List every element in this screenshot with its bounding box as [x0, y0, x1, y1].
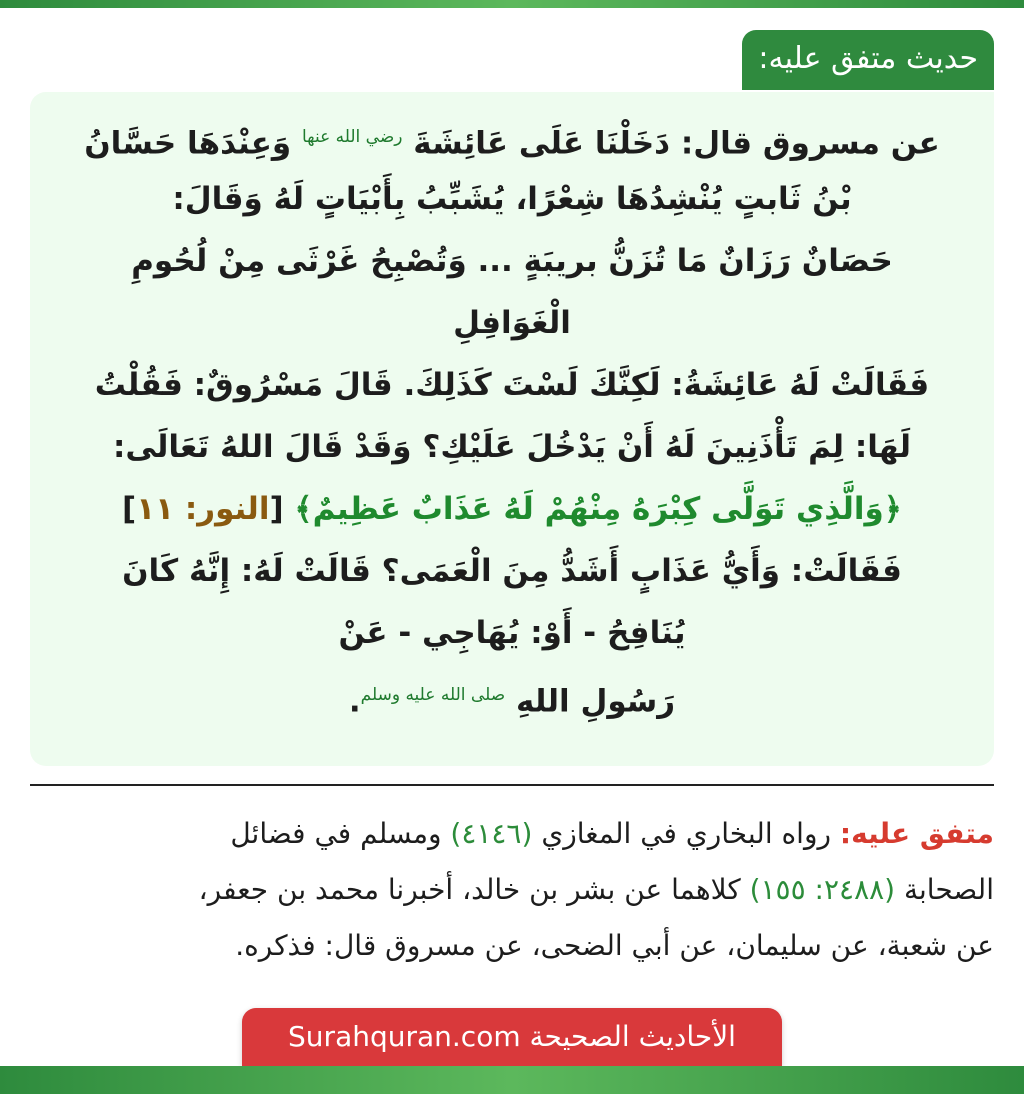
- source-citation: [30, 806, 994, 974]
- bottom-accent-bar: [0, 1066, 1024, 1094]
- hadith-line-8: فَقَالَتْ: وَأَيُّ عَذَابٍ أَشَدُّ مِنَ الْعَمَى؟ قَالَتْ لَهُ: إِنَّهُ كَانَ: [122, 553, 902, 589]
- salallahu-alayhi-wasallam-honorific: صلى الله عليه وسلم: [360, 685, 506, 705]
- surah-reference: [النور: ١١]: [122, 491, 284, 527]
- source-part-1: رواه البخاري في المغازي: [541, 817, 832, 850]
- source-part-2: ومسلم في فضائل: [230, 817, 442, 850]
- source-part-4: كلاهما عن بشر بن خالد، أخبرنا محمد بن جعفر،: [198, 873, 741, 906]
- hadith-line-3: حَصَانٌ رَزَانٌ مَا تُزَنُّ بريبَةٍ ... وَتُصْبِحُ غَرْثَى مِنْ لُحُومِ: [131, 243, 893, 279]
- source-label: متفق عليه:: [839, 817, 994, 850]
- hadith-text-box: [30, 92, 994, 766]
- muslim-number: (٢٤٨٨: ١٥٥): [749, 873, 896, 906]
- quran-verse-line: [46, 478, 978, 540]
- hadith-line-1-text: عن مسروق قال: دَخَلْنَا عَلَى عَائِشَةَ: [413, 125, 940, 162]
- divider-line: [30, 784, 994, 786]
- hadith-line-10: [46, 664, 978, 726]
- source-line-2: [30, 862, 994, 918]
- hadith-line-1: [46, 106, 978, 168]
- quran-verse: ﴿وَالَّذِي تَوَلَّى كِبْرَهُ مِنْهُمْ لَهُ عَذَابٌ عَظِيمٌ﴾: [294, 491, 902, 527]
- hadith-line-9: يُنَافِحُ - أَوْ: يُهَاجِي - عَنْ: [338, 615, 686, 651]
- hadith-line-2: بْنُ ثَابتٍ يُنْشِدُهَا شِعْرًا، يُشَبِّبُ بِأَبْيَاتٍ لَهُ وَقَالَ:: [172, 181, 852, 217]
- source-line-3: عن شعبة، عن سليمان، عن أبي الضحى، عن مسروق قال: فذكره.: [235, 929, 994, 962]
- radiallahu-anha-honorific: رضي الله عنها: [301, 127, 403, 147]
- top-accent-bar: [0, 0, 1024, 8]
- hadith-line-4: الْغَوَافِلِ: [453, 305, 571, 341]
- hadith-line-1-tail: وَعِنْدَهَا حَسَّانُ: [84, 125, 292, 162]
- period: .: [348, 683, 361, 720]
- source-part-3: الصحابة: [903, 873, 994, 906]
- hadith-label-tab: حديث متفق عليه:: [742, 30, 994, 90]
- hadith-line-10-text: رَسُولِ اللهِ: [515, 683, 676, 720]
- site-footer-badge[interactable]: الأحاديث الصحيحة Surahquran.com: [242, 1008, 782, 1066]
- hadith-line-5: فَقَالَتْ لَهُ عَائِشَةُ: لَكِنَّكَ لَسْتَ كَذَلِكَ. قَالَ مَسْرُوقٌ: فَقُلْتُ: [94, 367, 930, 403]
- hadith-line-6: لَهَا: لِمَ تَأْذَنِينَ لَهُ أَنْ يَدْخُلَ عَلَيْكِ؟ وَقَدْ قَالَ اللهُ تَعَالَى:: [112, 429, 912, 465]
- surah-reference-text: النور: ١١: [136, 491, 270, 527]
- source-line-1: [30, 806, 994, 862]
- bukhari-number: (٤١٤٦): [450, 817, 533, 850]
